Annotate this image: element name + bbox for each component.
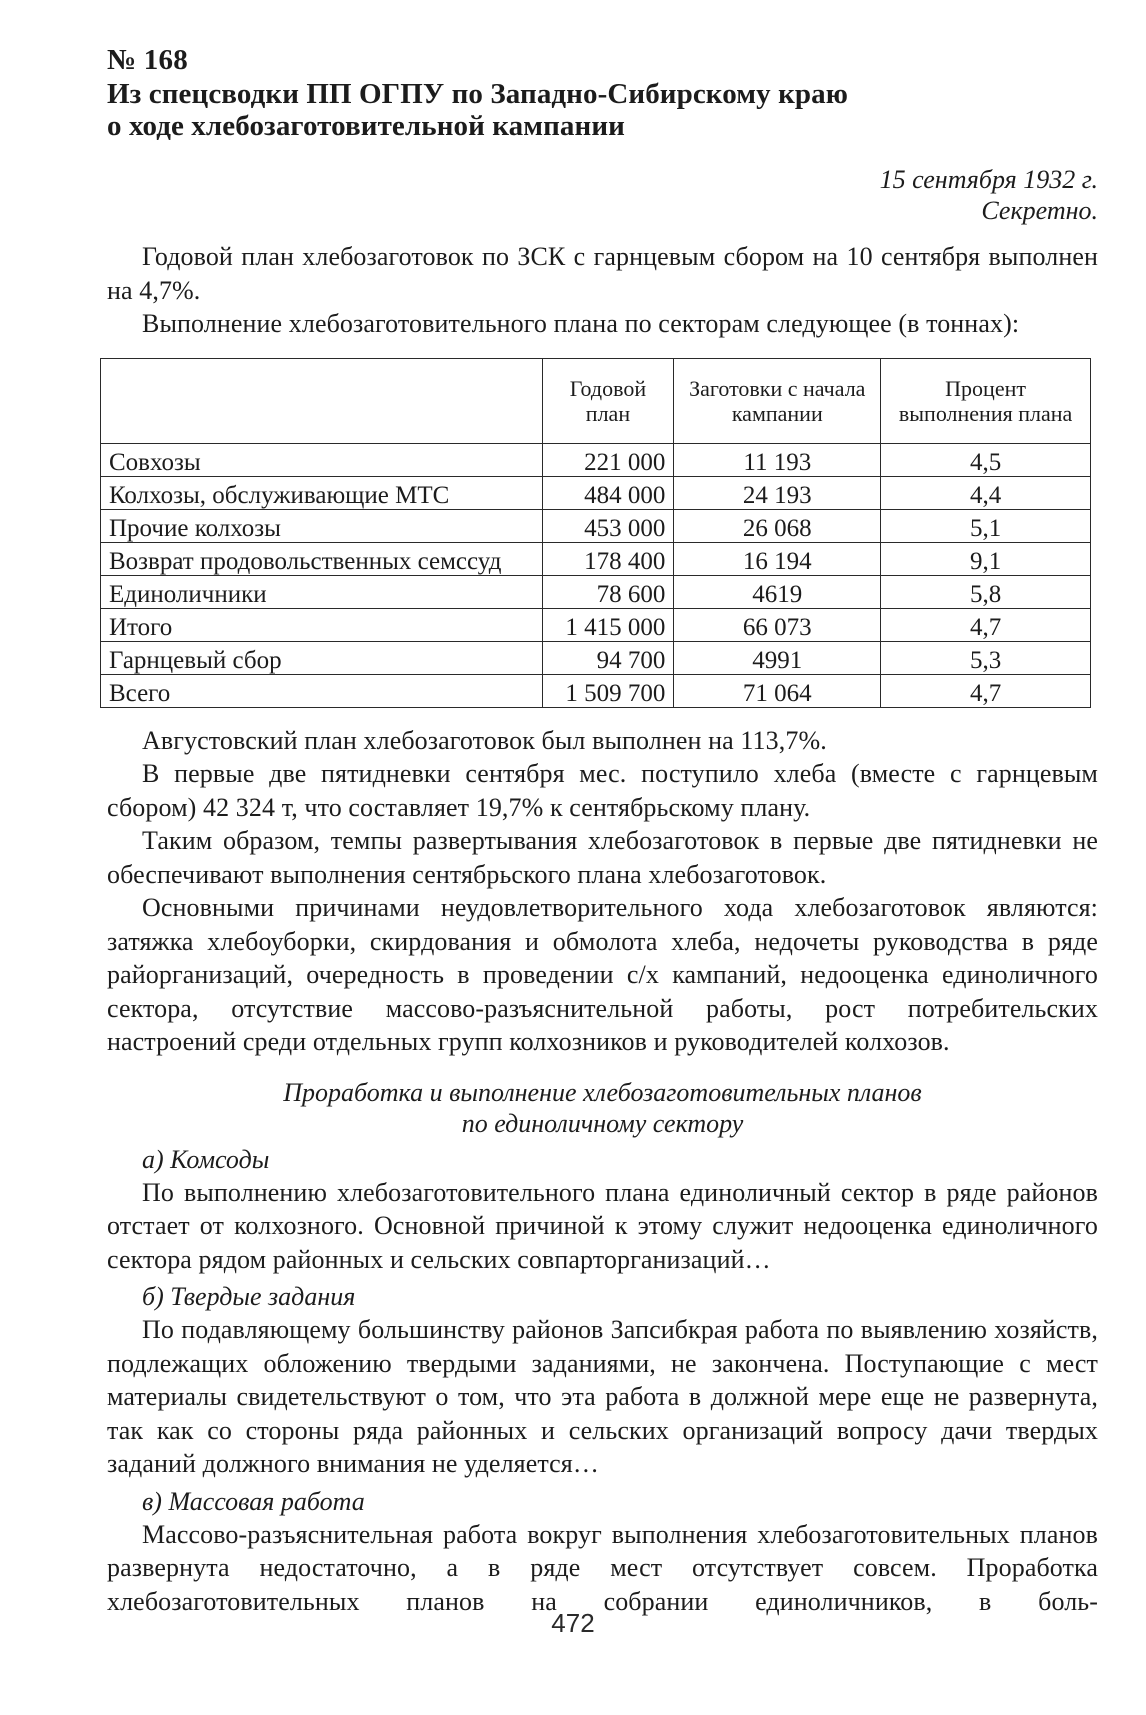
section-heading-line-2: по единоличному сектору	[461, 1108, 744, 1138]
header-annual-plan: Годовой план	[542, 358, 674, 443]
page-number: 472	[551, 1608, 595, 1638]
cell-percent: 5,1	[881, 509, 1091, 542]
cell-collected: 24 193	[674, 476, 881, 509]
table-row	[101, 542, 1091, 575]
cell-percent: 4,5	[881, 443, 1091, 476]
cell-collected: 4991	[674, 641, 881, 674]
cell-plan: 178 400	[542, 542, 674, 575]
document-number: № 168	[107, 44, 188, 76]
subsection-text-komsody: По выполнению хлебозаготовительного плана единоличный сектор в ряде районов отстает от колхозного. Основной причиной к этому служит недооценка единоличного сектора рядом районных и сельских совпарторганизаций…	[107, 1177, 1098, 1274]
cell-plan: 1 415 000	[542, 608, 674, 641]
document-page	[107, 44, 1098, 1618]
classification-label: Секретно.	[981, 196, 1098, 225]
cell-sector: Прочие колхозы	[101, 509, 543, 542]
cell-sector: Всего	[101, 674, 543, 707]
header-percent: Процент выполнения плана	[881, 358, 1091, 443]
cell-collected: 66 073	[674, 608, 881, 641]
cell-percent: 5,8	[881, 575, 1091, 608]
header-collected: Заготовки с начала кампании	[674, 358, 881, 443]
table-row	[101, 476, 1091, 509]
paragraph-reasons: Основными причинами неудовлетворительного хода хлебозаготовок являются: затяжка хлебоуборки, скирдования и обмолота хлеба, недочеты руководства в ряде райорганизаций, очередность в проведении с/х кампаний, недооценка единоличного сектора, отсутствие массово-разъяснительной работы, рост потребительских настроений среди отдельных групп колхозников и руководителей колхозов.	[107, 893, 1098, 1056]
cell-sector: Единоличники	[101, 575, 543, 608]
cell-collected: 16 194	[674, 542, 881, 575]
cell-collected: 26 068	[674, 509, 881, 542]
document-date: 15 сентября 1932 г.	[879, 165, 1098, 194]
subsection-heading-mass-work: в) Массовая работа	[142, 1486, 365, 1516]
subsection-heading-komsody: а) Комсоды	[142, 1144, 270, 1174]
table-header-row	[101, 358, 1091, 443]
cell-percent: 4,7	[881, 608, 1091, 641]
cell-sector: Гарнцевый сбор	[101, 641, 543, 674]
table-row	[101, 608, 1091, 641]
cell-percent: 5,3	[881, 641, 1091, 674]
cell-plan: 484 000	[542, 476, 674, 509]
cell-collected: 4619	[674, 575, 881, 608]
paragraph-conclusion: Таким образом, темпы развертывания хлебозаготовок в первые две пятидневки не обеспечивают выполнения сентябрьского плана хлебозаготовок.	[107, 826, 1098, 889]
cell-sector: Возврат продовольственных семссуд	[101, 542, 543, 575]
table-row	[101, 443, 1091, 476]
cell-percent: 9,1	[881, 542, 1091, 575]
table-row	[101, 575, 1091, 608]
cell-collected: 11 193	[674, 443, 881, 476]
intro-paragraph-sectors: Выполнение хлебозаготовительного плана по секторам следующее (в тоннах):	[142, 309, 1020, 338]
subsection-text-mass-work: Массово-разъяснительная работа вокруг выполнения хлебозаготовительных планов развернута недостаточно, а в ряде мест отсутствует совсем. Проработка хлебозаготовительных планов на собрании единоличников, в боль-	[107, 1519, 1098, 1616]
cell-sector: Итого	[101, 608, 543, 641]
cell-sector: Колхозы, обслуживающие МТС	[101, 476, 543, 509]
paragraph-august-plan: Августовский план хлебозаготовок был выполнен на 113,7%.	[142, 725, 827, 755]
cell-percent: 4,7	[881, 674, 1091, 707]
cell-sector: Совхозы	[101, 443, 543, 476]
table-row	[101, 674, 1091, 707]
paragraph-september-intake: В первые две пятидневки сентября мес. поступило хлеба (вместе с гарнцевым сбором) 42 324 т, что составляет 19,7% к сентябрьскому плану.	[107, 759, 1098, 822]
section-heading-line-1: Проработка и выполнение хлебозаготовительных планов	[283, 1077, 922, 1107]
cell-plan: 221 000	[542, 443, 674, 476]
cell-plan: 94 700	[542, 641, 674, 674]
cell-percent: 4,4	[881, 476, 1091, 509]
cell-plan: 78 600	[542, 575, 674, 608]
cell-plan: 453 000	[542, 509, 674, 542]
subsection-heading-fixed-tasks: б) Твердые задания	[142, 1282, 356, 1311]
table-row	[101, 509, 1091, 542]
intro-paragraph-plan: Годовой план хлебозаготовок по ЗСК с гарнцевым сбором на 10 сентября выполнен на 4,7%.	[107, 242, 1098, 305]
document-title-line-1: Из спецсводки ПП ОГПУ по Западно-Сибирскому краю	[107, 78, 848, 110]
header-sector	[101, 358, 543, 443]
document-title-line-2: о ходе хлебозаготовительной кампании	[107, 110, 625, 142]
cell-collected: 71 064	[674, 674, 881, 707]
cell-plan: 1 509 700	[542, 674, 674, 707]
sector-statistics-table	[100, 358, 1091, 708]
subsection-text-fixed-tasks: По подавляющему большинству районов Запсибкрая работа по выявлению хозяйств, подлежащих обложению твердыми заданиями, не закончена. Поступающие с мест материалы свидетельствуют о том, что эта работа в должной мере еще не развернута, так как со стороны ряда районных и сельских организаций вопросу дачи твердых заданий должного внимания не уделяется…	[107, 1315, 1098, 1478]
table-row	[101, 641, 1091, 674]
